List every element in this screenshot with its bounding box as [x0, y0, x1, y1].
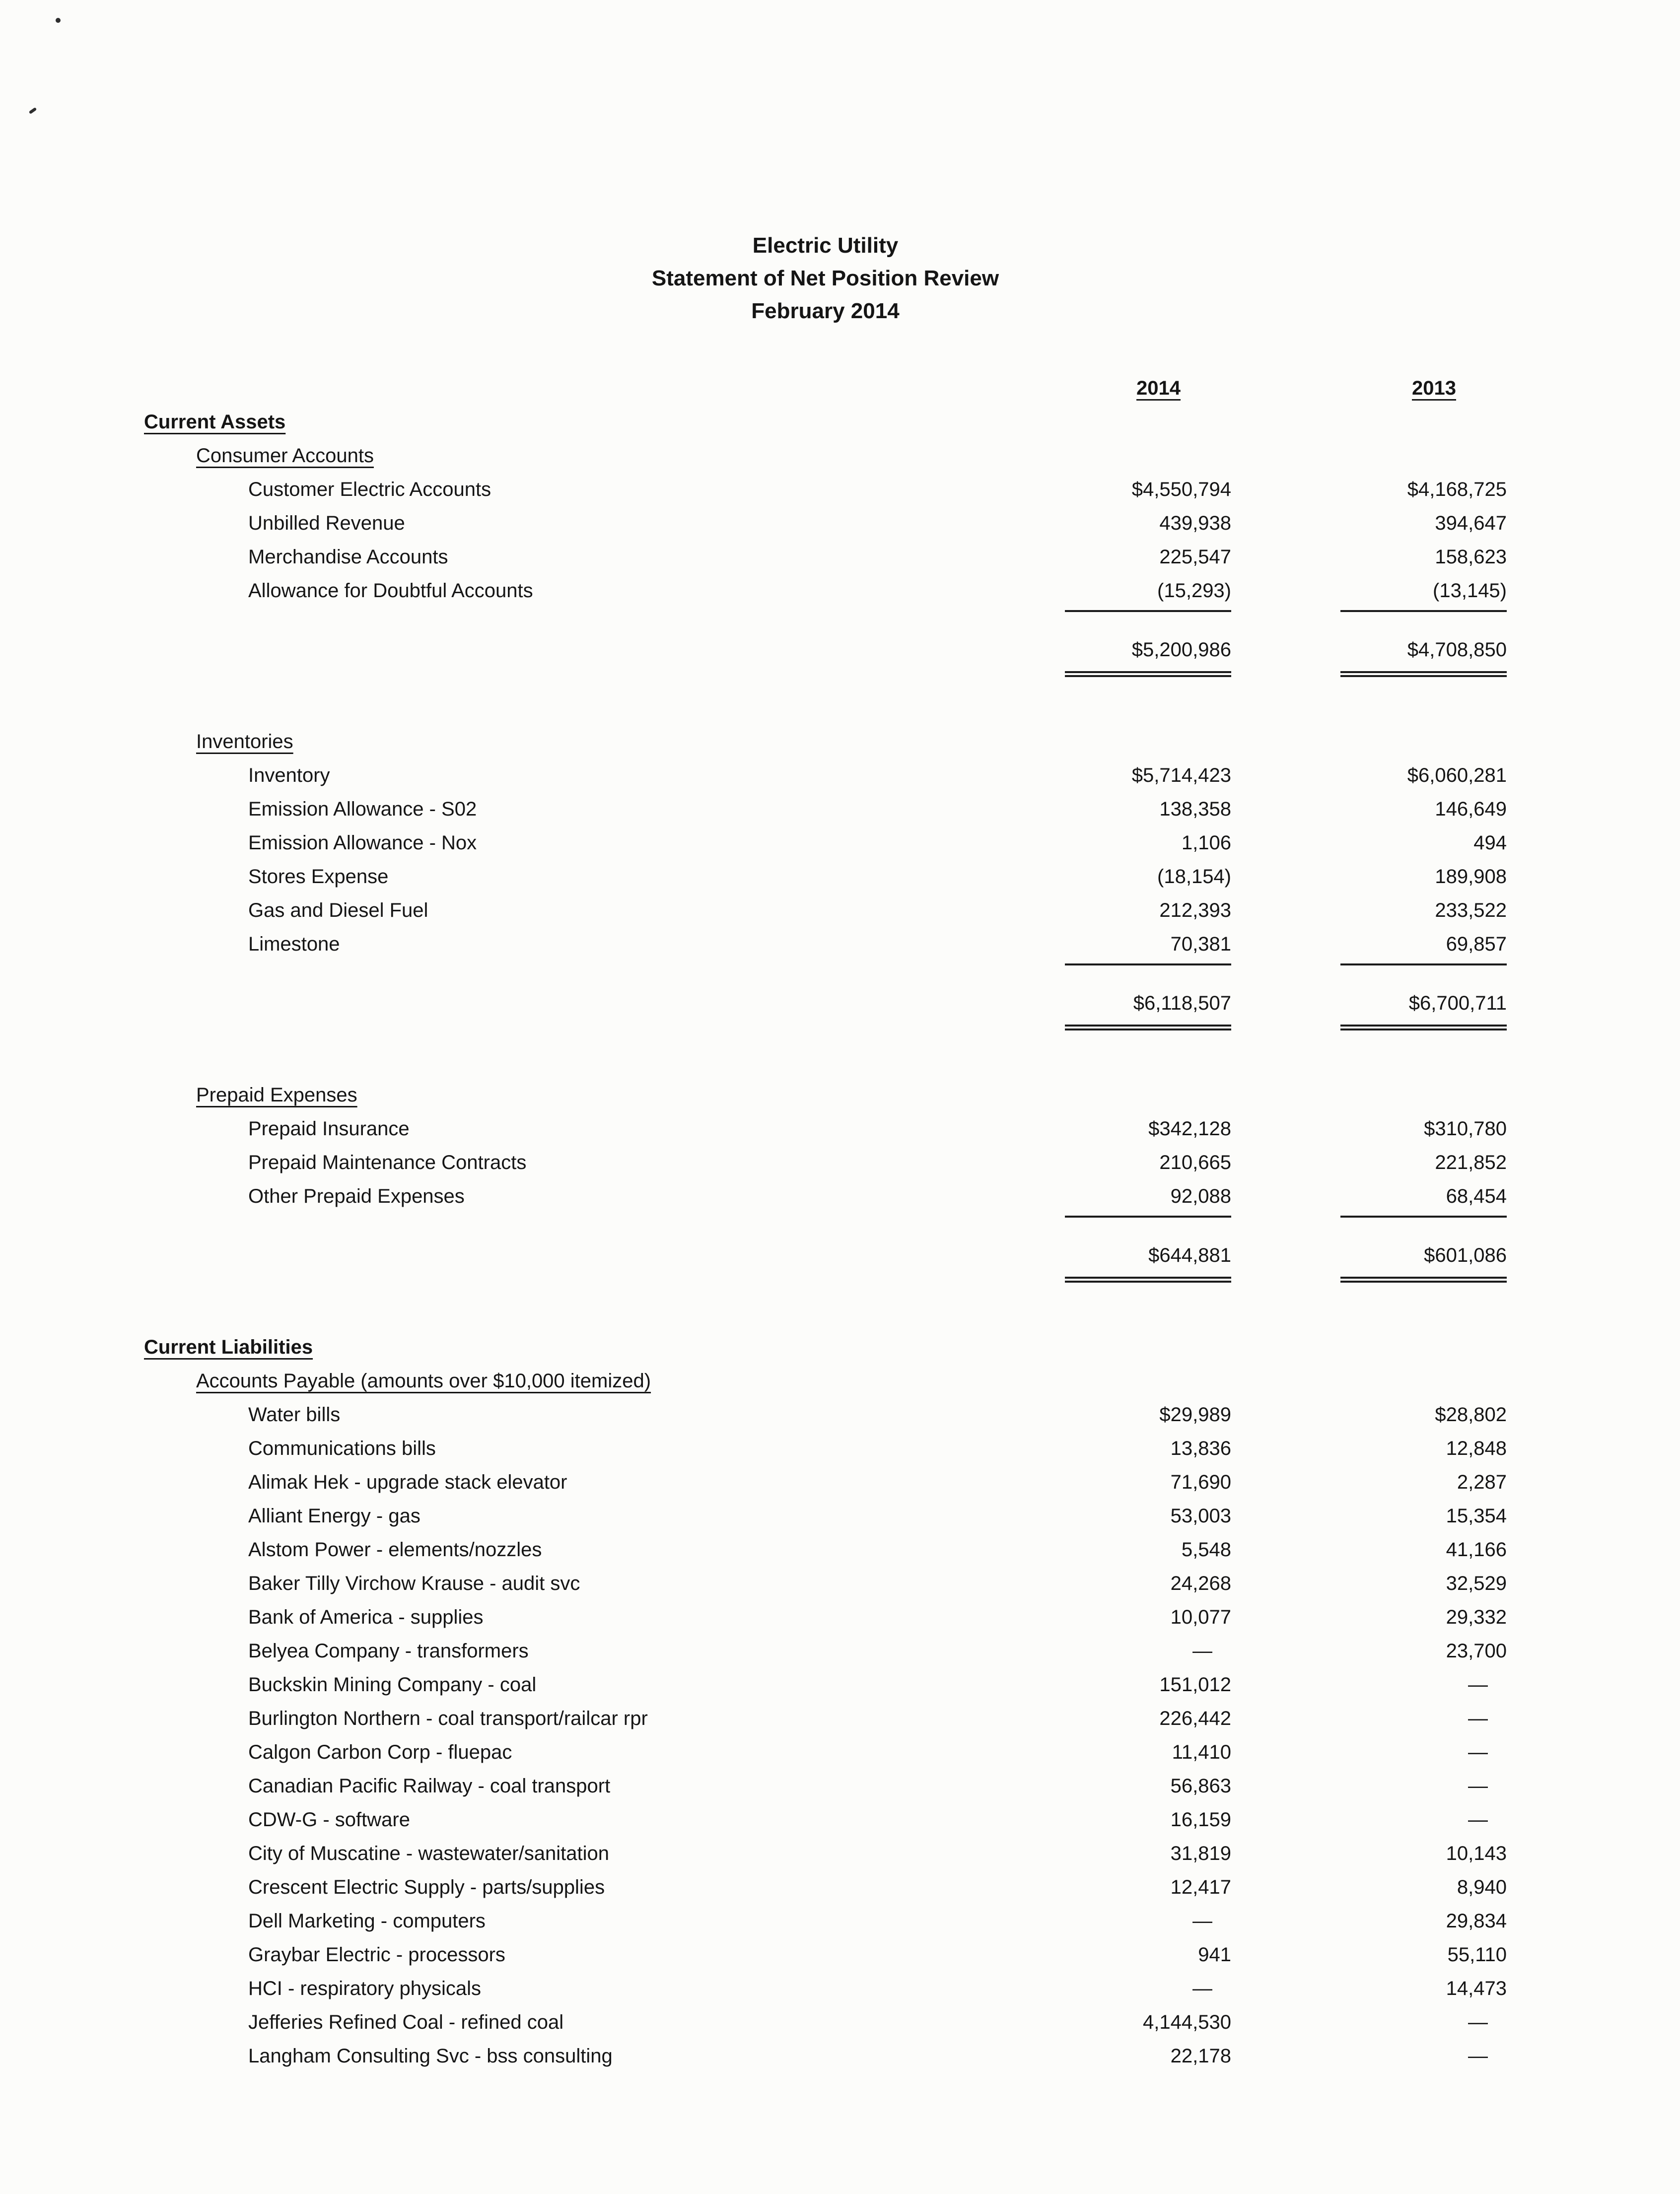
value-2013: 12,848	[1446, 1438, 1507, 1459]
year-header-row	[144, 371, 1507, 405]
line-item-row	[144, 1533, 1507, 1567]
value-2014: 439,938	[1159, 512, 1231, 534]
line-item-label: Customer Electric Accounts	[248, 479, 491, 500]
value-2014: 53,003	[1170, 1505, 1231, 1527]
value-2013: $4,168,725	[1407, 479, 1507, 500]
section-heading-row	[144, 405, 1507, 439]
value-2014: (15,293)	[1065, 574, 1231, 612]
line-item-label: Crescent Electric Supply - parts/supplies	[248, 1876, 605, 1898]
account-group	[144, 1364, 1507, 2073]
line-item-label: Inventory	[248, 764, 330, 786]
line-item-label: Dell Marketing - computers	[248, 1910, 486, 1932]
line-item-row	[144, 473, 1507, 506]
value-2013: 221,852	[1435, 1152, 1507, 1173]
subsection-heading: Prepaid Expenses	[196, 1084, 357, 1106]
line-item-row	[144, 1668, 1507, 1702]
value-2014: 151,012	[1159, 1674, 1231, 1696]
line-item-label: Stores Expense	[248, 866, 389, 888]
value-2013: —	[1468, 1708, 1488, 1729]
value-2014: 24,268	[1170, 1573, 1231, 1594]
line-item-label: City of Muscatine - wastewater/sanitation	[248, 1843, 609, 1864]
line-item-label: Gas and Diesel Fuel	[248, 899, 428, 921]
value-2013: —	[1468, 2011, 1488, 2033]
value-2013: $6,060,281	[1407, 764, 1507, 786]
value-2014: 138,358	[1159, 798, 1231, 820]
line-item-label: Baker Tilly Virchow Krause - audit svc	[248, 1573, 580, 1594]
line-item-row	[144, 1972, 1507, 2005]
subtotal-2013: $601,086	[1340, 1238, 1507, 1283]
line-item-row	[144, 574, 1507, 612]
line-item-label: Calgon Carbon Corp - fluepac	[248, 1741, 512, 1763]
document-header	[144, 0, 1507, 328]
value-2014: —	[1192, 1978, 1212, 1999]
line-item-row	[144, 1769, 1507, 1803]
value-2013: 55,110	[1447, 1944, 1507, 1966]
line-item-row	[144, 826, 1507, 860]
value-2013: $28,802	[1435, 1404, 1507, 1426]
section-heading-row	[144, 1330, 1507, 1364]
line-item-label: Communications bills	[248, 1438, 436, 1459]
subtotal-2013: $4,708,850	[1340, 633, 1507, 677]
line-item-row	[144, 1600, 1507, 1634]
value-2013: 8,940	[1457, 1876, 1507, 1898]
line-item-label: Allowance for Doubtful Accounts	[248, 580, 533, 602]
account-group	[144, 725, 1507, 1030]
value-2013: $310,780	[1424, 1118, 1507, 1140]
subsection-heading-row	[144, 725, 1507, 758]
value-2014: —	[1192, 1640, 1212, 1662]
value-2014: 225,547	[1159, 546, 1231, 568]
subsection-heading: Inventories	[196, 731, 293, 753]
line-item-label: CDW-G - software	[248, 1809, 410, 1831]
value-2014: —	[1192, 1910, 1212, 1932]
line-item-row	[144, 860, 1507, 893]
subsection-heading: Consumer Accounts	[196, 445, 374, 467]
line-item-row	[144, 1803, 1507, 1837]
account-group	[144, 439, 1507, 677]
value-2013: —	[1468, 1741, 1488, 1763]
line-item-row	[144, 1112, 1507, 1146]
value-2013: 494	[1473, 832, 1507, 854]
value-2013: —	[1468, 1775, 1488, 1797]
line-item-label: Buckskin Mining Company - coal	[248, 1674, 537, 1696]
line-item-row	[144, 1904, 1507, 1938]
doc-title-utility: Electric Utility	[752, 233, 899, 258]
value-2013: —	[1468, 2045, 1488, 2067]
line-item-row	[144, 758, 1507, 792]
value-2013: 15,354	[1446, 1505, 1507, 1527]
line-item-row	[144, 1499, 1507, 1533]
value-2013: 14,473	[1446, 1978, 1507, 1999]
section-heading: Current Assets	[144, 411, 286, 433]
subtotal-2013: $6,700,711	[1340, 986, 1507, 1030]
line-item-label: Bank of America - supplies	[248, 1606, 484, 1628]
line-item-label: Prepaid Maintenance Contracts	[248, 1152, 527, 1173]
value-2014: 11,410	[1172, 1741, 1231, 1763]
value-2013: 233,522	[1435, 899, 1507, 921]
statement-section	[144, 1330, 1507, 2073]
value-2013: 158,623	[1435, 546, 1507, 568]
value-2013: 41,166	[1446, 1539, 1507, 1561]
line-item-label: Alstom Power - elements/nozzles	[248, 1539, 542, 1561]
value-2013: 146,649	[1435, 798, 1507, 820]
subtotal-2014: $644,881	[1065, 1238, 1231, 1283]
value-2013: 32,529	[1446, 1573, 1507, 1594]
line-item-row	[144, 1735, 1507, 1769]
value-2014: 71,690	[1170, 1471, 1231, 1493]
value-2014: $342,128	[1148, 1118, 1231, 1140]
subsection-heading-row	[144, 1364, 1507, 1398]
value-2013: —	[1468, 1674, 1488, 1696]
line-item-label: Alimak Hek - upgrade stack elevator	[248, 1471, 567, 1493]
value-2014: 16,159	[1170, 1809, 1231, 1831]
value-2014: 210,665	[1159, 1152, 1231, 1173]
value-2013: 10,143	[1446, 1843, 1507, 1864]
value-2013: 2,287	[1457, 1471, 1507, 1493]
doc-title-period: February 2014	[751, 299, 900, 323]
value-2014: (18,154)	[1157, 866, 1231, 888]
value-2014: 31,819	[1170, 1843, 1231, 1864]
line-item-row	[144, 1398, 1507, 1432]
value-2014: 22,178	[1170, 2045, 1231, 2067]
subtotal-row	[144, 633, 1507, 677]
line-item-label: Unbilled Revenue	[248, 512, 405, 534]
column-header-2013: 2013	[1412, 377, 1456, 399]
line-item-label: Graybar Electric - processors	[248, 1944, 505, 1966]
line-item-label: Emission Allowance - Nox	[248, 832, 477, 854]
line-item-row	[144, 1938, 1507, 1972]
line-item-label: Other Prepaid Expenses	[248, 1185, 465, 1207]
line-item-label: HCI - respiratory physicals	[248, 1978, 482, 1999]
line-item-label: Emission Allowance - S02	[248, 798, 477, 820]
line-item-row	[144, 2039, 1507, 2073]
value-2013: 23,700	[1446, 1640, 1507, 1662]
doc-title-statement: Statement of Net Position Review	[651, 266, 999, 290]
line-item-row	[144, 540, 1507, 574]
value-2014: 12,417	[1170, 1876, 1231, 1898]
subtotal-2014: $5,200,986	[1065, 633, 1231, 677]
value-2014: 4,144,530	[1143, 2011, 1231, 2033]
year-header-cell-2014	[956, 371, 1231, 405]
line-item-row	[144, 1179, 1507, 1218]
line-item-row	[144, 506, 1507, 540]
line-item-label: Alliant Energy - gas	[248, 1505, 420, 1527]
line-item-row	[144, 927, 1507, 965]
line-item-row	[144, 1702, 1507, 1735]
subsection-heading: Accounts Payable (amounts over $10,000 itemized)	[196, 1370, 651, 1392]
value-2013: 69,857	[1340, 927, 1507, 965]
value-2014: 10,077	[1170, 1606, 1231, 1628]
subtotal-2014: $6,118,507	[1065, 986, 1231, 1030]
column-header-2014: 2014	[1136, 377, 1181, 399]
line-item-label: Canadian Pacific Railway - coal transport	[248, 1775, 611, 1797]
line-item-row	[144, 2005, 1507, 2039]
value-2014: 212,393	[1159, 899, 1231, 921]
value-2014: 92,088	[1065, 1179, 1231, 1218]
value-2014: 226,442	[1159, 1708, 1231, 1729]
value-2013: 189,908	[1435, 866, 1507, 888]
line-item-label: Limestone	[248, 933, 340, 955]
value-2013: 68,454	[1340, 1179, 1507, 1218]
line-item-label: Prepaid Insurance	[248, 1118, 410, 1140]
value-2013: 29,332	[1446, 1606, 1507, 1628]
value-2014: $29,989	[1159, 1404, 1231, 1426]
line-item-label: Belyea Company - transformers	[248, 1640, 529, 1662]
value-2014: 70,381	[1065, 927, 1231, 965]
line-item-label: Water bills	[248, 1404, 341, 1426]
subsection-heading-row	[144, 439, 1507, 473]
value-2014: 13,836	[1170, 1438, 1231, 1459]
value-2013: (13,145)	[1340, 574, 1507, 612]
line-item-label: Merchandise Accounts	[248, 546, 448, 568]
line-item-label: Jefferies Refined Coal - refined coal	[248, 2011, 564, 2033]
line-item-row	[144, 1837, 1507, 1870]
line-item-label: Burlington Northern - coal transport/railcar rpr	[248, 1708, 648, 1729]
value-2014: 941	[1198, 1944, 1231, 1966]
subsection-heading-row	[144, 1078, 1507, 1112]
section-heading: Current Liabilities	[144, 1336, 313, 1358]
value-2014: $5,714,423	[1131, 764, 1231, 786]
line-item-row	[144, 1634, 1507, 1668]
subtotal-row	[144, 1238, 1507, 1283]
year-header-cell-2013	[1231, 371, 1507, 405]
line-item-row	[144, 1567, 1507, 1600]
line-item-row	[144, 893, 1507, 927]
line-item-row	[144, 1432, 1507, 1465]
value-2013: —	[1468, 1809, 1488, 1831]
scan-speck-dot	[56, 18, 61, 23]
line-item-row	[144, 792, 1507, 826]
line-item-row	[144, 1465, 1507, 1499]
line-item-label: Langham Consulting Svc - bss consulting	[248, 2045, 613, 2067]
statement-body	[144, 405, 1507, 2073]
value-2014: $4,550,794	[1131, 479, 1231, 500]
line-item-row	[144, 1870, 1507, 1904]
account-group	[144, 1078, 1507, 1283]
line-item-row	[144, 1146, 1507, 1179]
value-2014: 56,863	[1170, 1775, 1231, 1797]
value-2014: 5,548	[1181, 1539, 1231, 1561]
value-2013: 394,647	[1435, 512, 1507, 534]
statement-section	[144, 405, 1507, 1283]
value-2014: 1,106	[1181, 832, 1231, 854]
subtotal-row	[144, 986, 1507, 1030]
value-2013: 29,834	[1446, 1910, 1507, 1932]
